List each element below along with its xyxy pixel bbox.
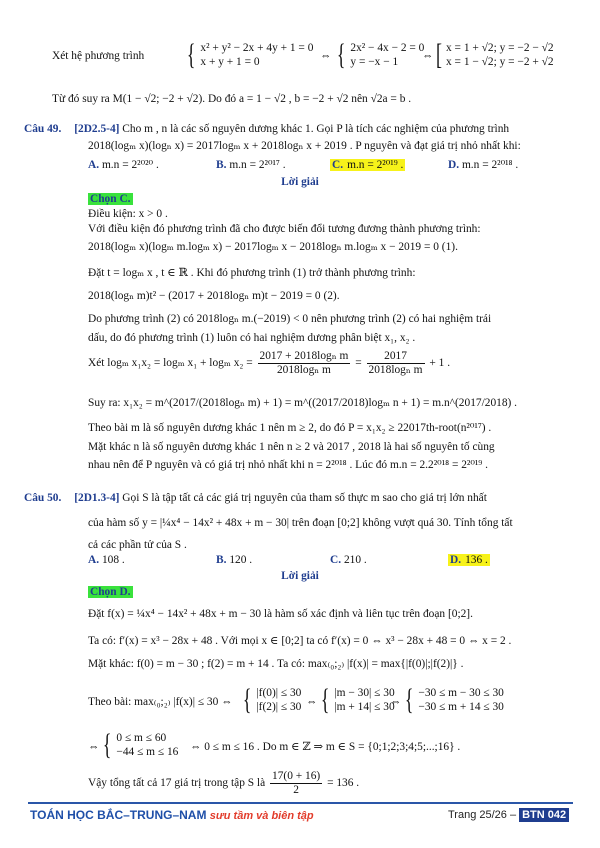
theo-bai-prefix: Theo bài m là số nguyên dương khác 1 nên m ≥ 2, do đó P = x₁x₂ ≥ 2 — [88, 422, 404, 434]
q49-line: Với điều kiện đó phương trình đã cho được biến đổi tương đương thành phương trình: — [88, 223, 481, 235]
q49-line: Mặt khác n là số nguyên dương khác 1 nên n ≥ 2 và 2017 , 2018 là hai số nguyên tố cùng — [88, 441, 495, 453]
fraction-tail: + 1 . — [429, 357, 451, 370]
answer-badge: Chọn C. — [90, 193, 131, 205]
option-text: 120 . — [229, 554, 253, 566]
q49-stem-2: 2018(logₘ x)(logₙ x) = 2017logₘ x + 2018logₙ x + 2019 . P nguyên và đạt giá trị nhỏ nhất khi: — [88, 140, 521, 152]
q49-number: Câu 49. — [24, 123, 62, 135]
q49-header — [24, 122, 509, 137]
option-letter: C. — [332, 159, 344, 171]
intro-system-1: { x² + y² − 2x + 4y + 1 = 0 x + y + 1 = 0 — [186, 38, 314, 71]
q50-solution-title: Lời giải — [281, 570, 319, 582]
theo-bai-root: 2017th-root(n²⁰¹⁷) . — [403, 422, 492, 434]
fraction-numerator: 2017 + 2018logₙ m — [259, 350, 349, 362]
q50-option-d — [448, 553, 490, 568]
q49-line: Đặt t = logₘ x , t ∈ ℝ . Khi đó phương trình (1) trở thành phương trình: — [88, 267, 416, 279]
q49-line: 2018(logₙ m)t² − (2017 + 2018logₙ m)t − 2019 = 0 (2). — [88, 290, 340, 302]
footer-brand-sub: sưu tầm và biên tập — [209, 810, 314, 822]
sum-result: = 136 . — [327, 777, 360, 790]
page-number: Trang 25/26 – — [448, 809, 517, 821]
option-text: m.n = 2²⁰²⁰ . — [101, 159, 159, 171]
sum-fraction — [270, 770, 322, 797]
q50-system-d: { 0 ≤ m ≤ 60 −44 ≤ m ≤ 16 — [102, 728, 179, 761]
q50-answer — [88, 585, 133, 600]
option-letter: B. — [216, 159, 227, 171]
q50-sum-line — [88, 770, 359, 797]
q50-option-b — [216, 553, 252, 568]
option-text: m.n = 2²⁰¹⁷ . — [229, 159, 286, 171]
system-line: 0 ≤ m ≤ 60 — [116, 732, 167, 744]
fraction-1 — [258, 350, 351, 377]
option-letter: D. — [448, 159, 460, 171]
suy-ra-expression: m^(2017/(2018logₙ m) + 1) = m^((2017/2018)logₘ n + 1) = m.n^(2017/2018) . — [154, 397, 518, 409]
footer-brand — [30, 808, 314, 823]
q49-code: [2D2.5-4] — [74, 123, 120, 135]
system-line: −44 ≤ m ≤ 16 — [116, 746, 179, 758]
equiv-sign-2: ⇔ — [422, 50, 434, 62]
q49-option-d — [448, 158, 518, 173]
q49-stem-1: Cho m , n là các số nguyên dương khác 1. Gọi P là tích các nghiệm của phương trình — [122, 123, 510, 135]
q50-header — [24, 491, 487, 506]
q49-line: nhau nên để P nguyên và có giá trị nhỏ nhất khi n = 2²⁰¹⁸ . Lúc đó m.n = 2.2²⁰¹⁸ = 2²⁰¹⁹ . — [88, 459, 488, 471]
option-text: 210 . — [343, 554, 367, 566]
q50-option-c — [330, 553, 367, 568]
q50-line: Mặt khác: f(0) = m − 30 ; f(2) = m + 14 . Ta có: max₍₀;₂₎ |f(x)| = max{|f(0)|;|f(2)|} . — [88, 658, 464, 670]
q49-answer — [88, 192, 133, 207]
footer-divider — [28, 802, 573, 804]
option-letter: C. — [330, 554, 342, 566]
log-sum-prefix: Xét logₘ x₁x₂ = logₘ x₁ + logₘ x₂ = — [88, 357, 253, 370]
sys2-line2: y = −x − 1 — [350, 56, 399, 68]
system-line: |f(2)| ≤ 30 — [256, 701, 302, 713]
system-line: |m + 14| ≤ 30 — [334, 701, 395, 713]
q50-system-c: { −30 ≤ m − 30 ≤ 30 −30 ≤ m + 14 ≤ 30 — [404, 683, 504, 716]
answer-badge: Chọn D. — [90, 586, 131, 598]
option-letter: B. — [216, 554, 227, 566]
q49-solution-title: Lời giải — [281, 176, 319, 188]
q49-suy-ra-line — [88, 396, 517, 411]
sys3-line2: x = 1 − √2; y = −2 + √2 — [446, 56, 554, 68]
q50-line: Ta có: f′(x) = x³ − 28x + 48 . Với mọi x ∈ [0;2] ta có f′(x) = 0 ⇔ x³ − 28x + 48 = 0 ⇔ x = 2 . — [88, 635, 512, 647]
q50-theo-bai-prefix: Theo bài: max₍₀;₂₎ |f(x)| ≤ 30 ⇔ — [88, 696, 233, 708]
sys2-line1: 2x² − 4x − 2 = 0 — [350, 42, 425, 54]
option-text: 108 . — [101, 554, 125, 566]
footer-brand-name: TOÁN HỌC BẮC–TRUNG–NAM — [30, 808, 207, 822]
doc-code-badge: BTN 042 — [519, 808, 569, 822]
fraction-denominator: 2018logₙ m — [276, 364, 331, 376]
equiv-sign-1: ⇔ — [320, 50, 332, 62]
q49-option-c — [330, 158, 405, 173]
q50-system-b: { |m − 30| ≤ 30 |m + 14| ≤ 30 — [320, 683, 395, 716]
equiv-sign: ⇔ — [306, 696, 318, 708]
q50-stem-1: Gọi S là tập tất cả các giá trị nguyên của tham số thực m sao cho giá trị lớn nhất — [122, 492, 487, 504]
q50-system-a: { |f(0)| ≤ 30 |f(2)| ≤ 30 — [242, 683, 302, 716]
suy-ra-prefix: Suy ra: x₁x₂ = — [88, 397, 153, 409]
intro-system-2: { 2x² − 4x − 2 = 0 y = −x − 1 — [336, 38, 425, 71]
sum-prefix: Vậy tổng tất cả 17 giá trị trong tập S là — [88, 777, 266, 790]
system-line: |m − 30| ≤ 30 — [334, 687, 395, 699]
option-letter: A. — [88, 159, 100, 171]
sys1-line2: x + y + 1 = 0 — [200, 56, 260, 68]
sys3-line1: x = 1 + √2; y = −2 − √2 — [446, 42, 554, 54]
equiv-sign: ⇔ — [390, 696, 402, 708]
fraction-2 — [367, 350, 425, 377]
q50-stem-2: của hàm số y = |¼x⁴ − 14x² + 48x + m − 30| trên đoạn [0;2] không vượt quá 30. Tính tổng tất — [88, 517, 513, 529]
option-text-highlighted: 136 . — [465, 554, 488, 566]
system-line: |f(0)| ≤ 30 — [256, 687, 302, 699]
q50-stem-3: cả các phần tử của S . — [88, 539, 187, 551]
intro-conclusion: Từ đó suy ra M(1 − √2; −2 + √2). Do đó a = 1 − √2 , b = −2 + √2 nên √2a = b . — [52, 93, 412, 105]
q49-option-b — [216, 158, 286, 173]
q49-line: 2018(logₘ x)(logₘ m.logₘ x) − 2017logₘ x − 2018logₙ m.logₘ x − 2019 = 0 (1). — [88, 241, 458, 253]
q50-equiv-prefix: ⇔ — [88, 741, 100, 753]
option-text: m.n = 2²⁰¹⁸ . — [461, 159, 519, 171]
intro-system-3: [ x = 1 + √2; y = −2 − √2 x = 1 − √2; y = −2 + √2 — [436, 38, 554, 71]
fraction-numerator: 2017 — [367, 350, 425, 364]
q49-line: dấu, do đó phương trình (1) luôn có hai nghiệm dương phân biệt x₁, x₂ . — [88, 332, 416, 344]
system-line: −30 ≤ m + 14 ≤ 30 — [418, 701, 504, 713]
fraction-denominator: 2 — [293, 784, 299, 796]
q49-line: Do phương trình (2) có 2018logₙ m.(−2019) < 0 nên phương trình (2) có hai nghiệm trái — [88, 313, 492, 325]
intro-system-label: Xét hệ phương trình — [52, 50, 145, 62]
option-text-highlighted: m.n = 2²⁰¹⁹ . — [347, 159, 404, 171]
footer-page-info — [448, 808, 569, 822]
q50-number: Câu 50. — [24, 492, 62, 504]
q49-log-sum-line: Xét logₘ x₁x₂ = logₘ x₁ + logₘ x₂ = $\frac{\text{2017 + 2018logₙ m}}{\text{2018logₙ m}}$ = $\frac{2017}{\text{2018logₙ m}}$ + 1 . — [88, 350, 451, 376]
q49-line: Điều kiện: x > 0 . — [88, 208, 168, 220]
q50-code: [2D1.3-4] — [74, 492, 120, 504]
q50-line: Đặt f(x) = ¼x⁴ − 14x² + 48x + m − 30 là hàm số xác định và liên tục trên đoạn [0;2]. — [88, 608, 473, 620]
option-letter: A. — [88, 554, 100, 566]
fraction-numerator: 17(0 + 16) — [272, 770, 321, 782]
q49-theo-bai-line — [88, 421, 491, 436]
system-line: −30 ≤ m − 30 ≤ 30 — [418, 687, 504, 699]
sys1-line1: x² + y² − 2x + 4y + 1 = 0 — [200, 42, 314, 54]
fraction-denominator: 2018logₙ m — [368, 364, 423, 376]
q50-option-a — [88, 553, 125, 568]
q50-s-set: ⇔ 0 ≤ m ≤ 16 . Do m ∈ ℤ ⇒ m ∈ S = {0;1;2;3;4;5;...;16} . — [190, 741, 461, 753]
option-letter: D. — [450, 554, 462, 566]
q49-option-a — [88, 158, 159, 173]
